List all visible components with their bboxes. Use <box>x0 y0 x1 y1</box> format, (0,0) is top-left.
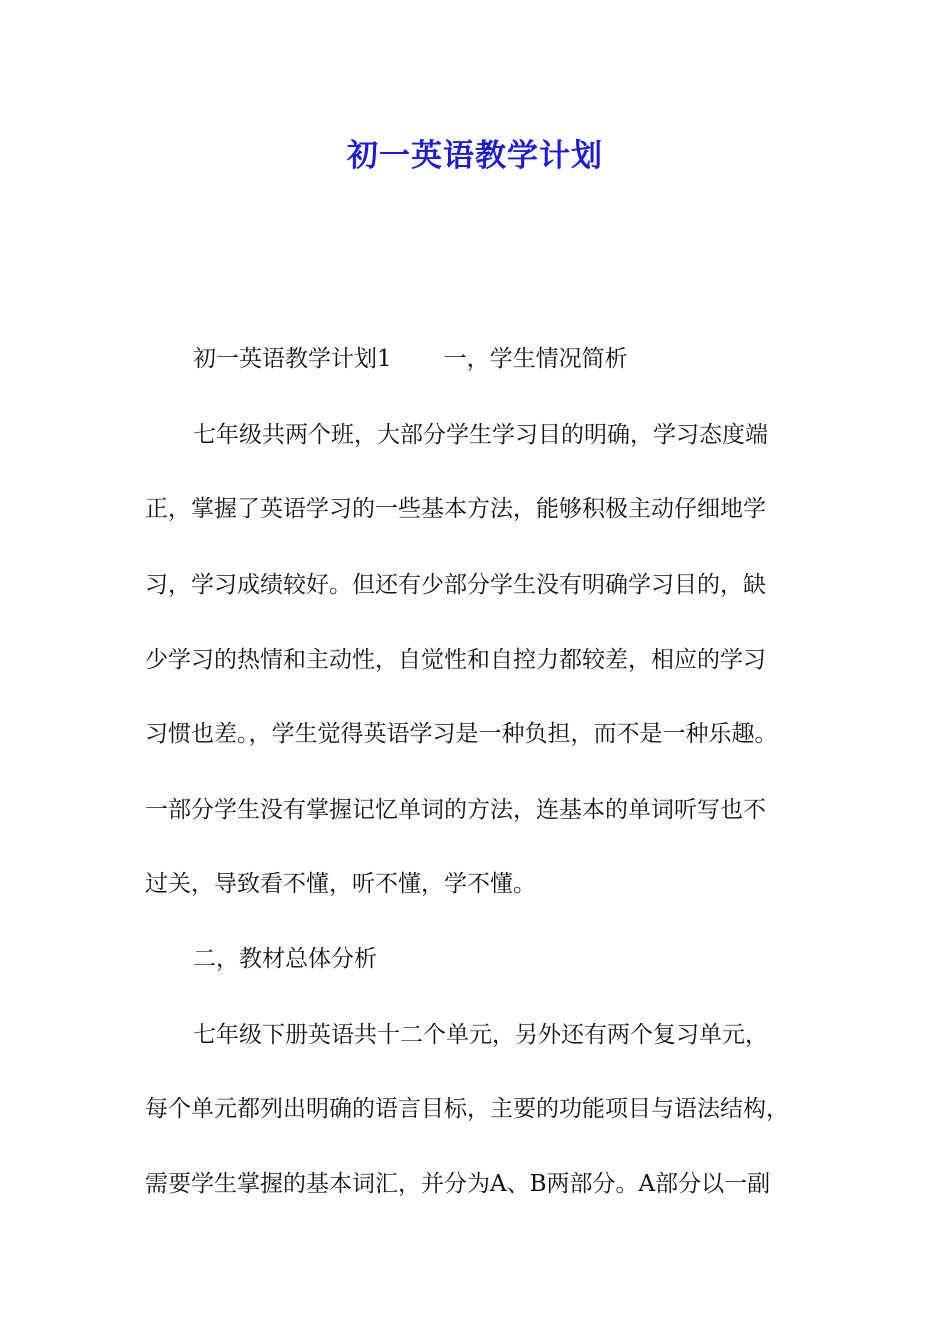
plan-heading-label: 初一英语教学计划1 <box>193 346 392 372</box>
paragraph-line: 七年级下册英语共十二个单元，另外还有两个复习单元， <box>193 1022 768 1048</box>
document-title: 初一英语教学计划 <box>347 138 603 174</box>
section-heading-1 <box>193 344 883 374</box>
paragraph-line: 正，掌握了英语学习的一些基本方法，能够积极主动仔细地学 <box>145 496 766 522</box>
paragraph-line: 每个单元都列出明确的语言目标，主要的功能项目与语法结构， <box>145 1096 789 1122</box>
paragraph-line: 七年级共两个班，大部分学生学习目的明确，学习态度端 <box>193 422 768 448</box>
paragraph-line: 习，学习成绩较好。但还有少部分学生没有明确学习目的，缺 <box>145 572 766 598</box>
section-heading-2: 二，教材总体分析 <box>193 946 377 972</box>
paragraph-line: 少学习的热情和主动性，自觉性和自控力都较差，相应的学习 <box>145 647 766 673</box>
paragraph-line: 需要学生掌握的基本词汇，并分为A、B两部分。A部分以一副 <box>145 1171 771 1197</box>
paragraph-line: 一部分学生没有掌握记忆单词的方法，连基本的单词听写也不 <box>145 797 766 823</box>
paragraph-line: 过关，导致看不懂，听不懂，学不懂。 <box>145 871 536 897</box>
section-heading-label: 一，学生情况简析 <box>443 346 628 372</box>
paragraph-line: 习惯也差。，学生觉得英语学习是一种负担，而不是一种乐趣。 <box>145 721 778 747</box>
